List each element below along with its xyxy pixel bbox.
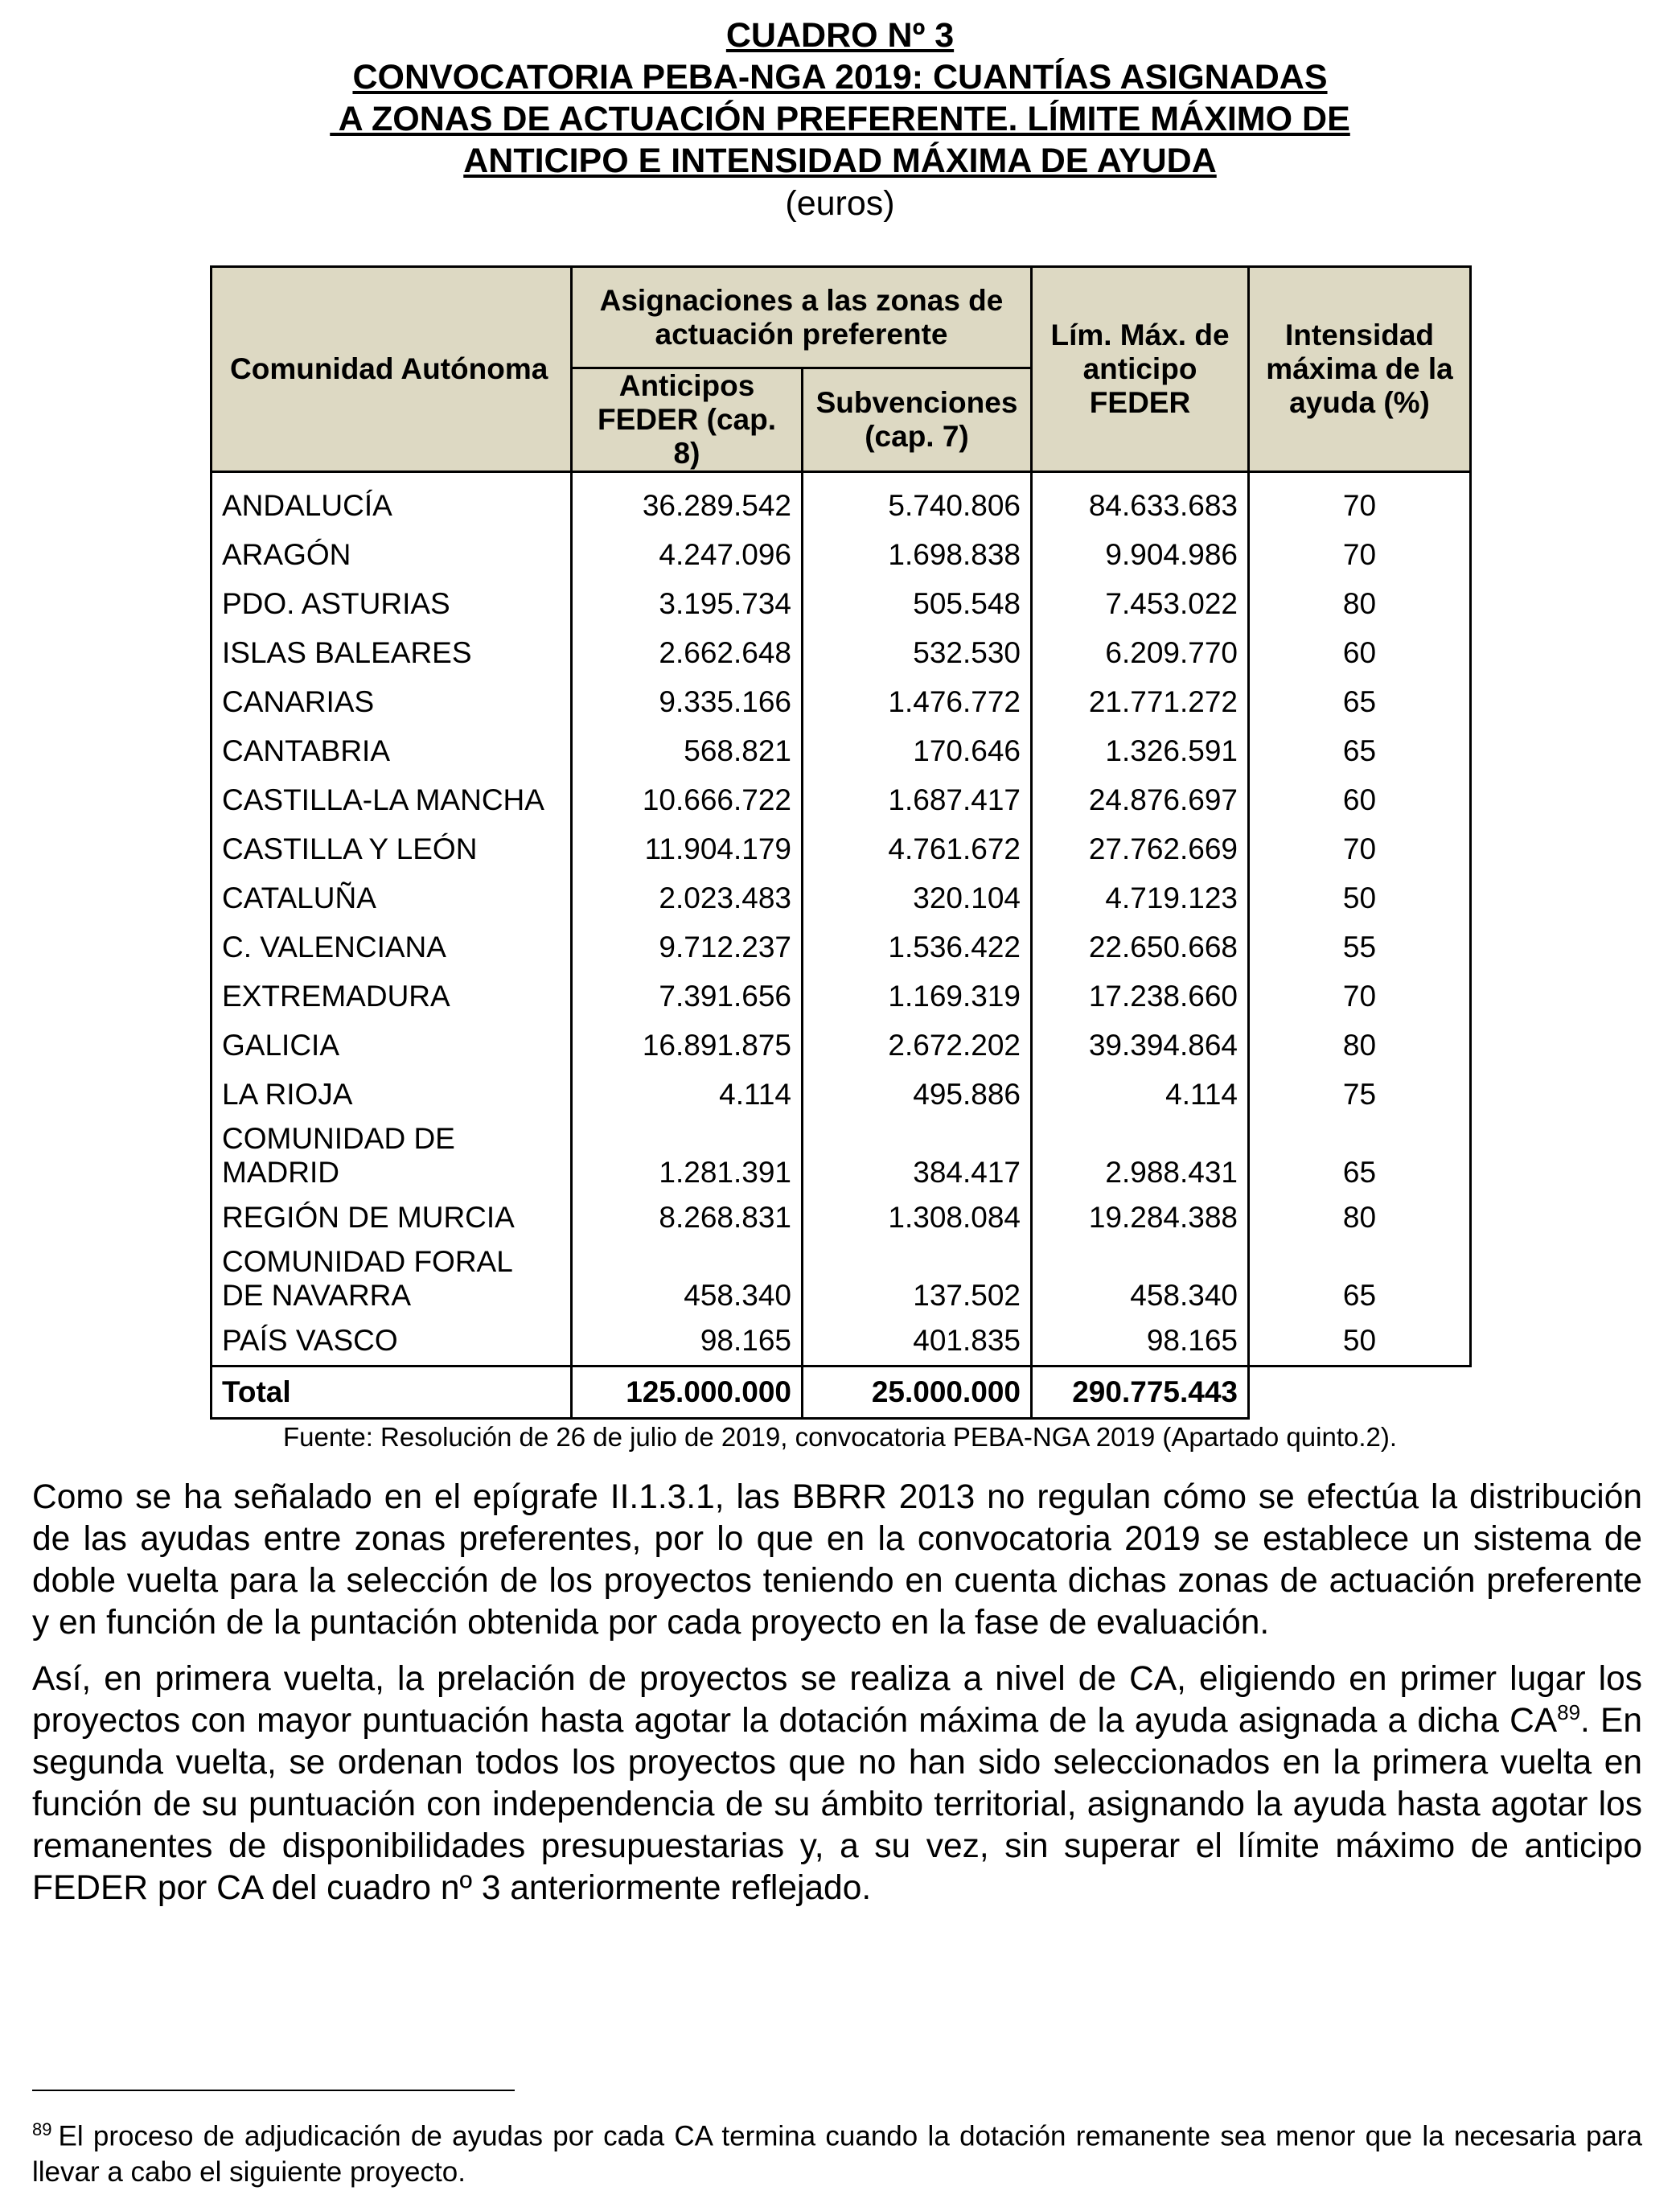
cell-intensidad: 50 (1249, 873, 1471, 923)
table-row (212, 1119, 1471, 1193)
cell-anticipos: 2.662.648 (572, 628, 803, 677)
cell-limite: 458.340 (1032, 1242, 1249, 1316)
cell-subvenciones: 384.417 (803, 1119, 1032, 1193)
title-line-2: CONVOCATORIA PEBA-NGA 2019: CUANTÍAS ASIGNADAS (352, 58, 1328, 97)
cell-ca: CASTILLA Y LEÓN (212, 824, 572, 873)
cell-subvenciones: 1.536.422 (803, 923, 1032, 972)
cell-intensidad: 65 (1249, 677, 1471, 726)
title-line-3: A ZONAS DE ACTUACIÓN PREFERENTE. LÍMITE MÁXIMO DE (330, 100, 1350, 138)
cell-subvenciones: 1.169.319 (803, 972, 1032, 1021)
cell-anticipos: 1.281.391 (572, 1119, 803, 1193)
cell-limite: 27.762.669 (1032, 824, 1249, 873)
table-row (212, 1316, 1471, 1366)
cell-subvenciones: 532.530 (803, 628, 1032, 677)
cell-subvenciones: 4.761.672 (803, 824, 1032, 873)
cell-limite: 24.876.697 (1032, 775, 1249, 824)
cell-limite: 22.650.668 (1032, 923, 1249, 972)
table-row (212, 1021, 1471, 1070)
table-row (212, 873, 1471, 923)
cell-subvenciones: 495.886 (803, 1070, 1032, 1119)
paragraph-2-part-b: . En segunda vuelta, se ordenan todos los proyectos que no han sido seleccionados en la primera vuelta en función de su puntuación con independencia de su ámbito territorial, asignando la ayuda hasta agotar los remanentes de disponibilidades presupuestarias y, a su vez, sin superar el límite máximo de anticipo FEDER por CA del cuadro nº 3 anteriormente reflejado. (32, 1702, 1642, 1907)
units-label: (euros) (785, 184, 895, 223)
footnote (32, 2112, 1642, 2190)
cell-intensidad: 75 (1249, 1070, 1471, 1119)
cell-subvenciones: 137.502 (803, 1242, 1032, 1316)
cell-limite: 84.633.683 (1032, 472, 1249, 531)
total-anticipos: 125.000.000 (572, 1366, 803, 1419)
header-limite: Lím. Máx. de anticipo FEDER (1032, 267, 1249, 472)
cell-anticipos: 3.195.734 (572, 579, 803, 628)
table-row (212, 923, 1471, 972)
cell-limite: 17.238.660 (1032, 972, 1249, 1021)
cell-ca: CANTABRIA (212, 726, 572, 775)
table-row (212, 726, 1471, 775)
table-row (212, 824, 1471, 873)
table-row (212, 1193, 1471, 1242)
footnote-divider (32, 2090, 515, 2091)
cell-anticipos: 36.289.542 (572, 472, 803, 531)
source-note: Fuente: Resolución de 26 de julio de 2019, convocatoria PEBA-NGA 2019 (Apartado quinto.2). (282, 1422, 1398, 1452)
cell-intensidad: 60 (1249, 628, 1471, 677)
header-ca: Comunidad Autónoma (212, 267, 572, 472)
cell-intensidad: 70 (1249, 824, 1471, 873)
title-line-1: CUADRO Nº 3 (725, 16, 955, 55)
cell-subvenciones: 505.548 (803, 579, 1032, 628)
cell-intensidad: 55 (1249, 923, 1471, 972)
cell-intensidad: 70 (1249, 472, 1471, 531)
cell-limite: 39.394.864 (1032, 1021, 1249, 1070)
cell-intensidad: 80 (1249, 1021, 1471, 1070)
table-row (212, 472, 1471, 531)
title-line-4: ANTICIPO E INTENSIDAD MÁXIMA DE AYUDA (463, 142, 1217, 180)
cell-intensidad: 70 (1249, 530, 1471, 579)
cell-limite: 9.904.986 (1032, 530, 1249, 579)
cell-ca: PAÍS VASCO (212, 1316, 572, 1366)
table-row (212, 775, 1471, 824)
cell-subvenciones: 1.476.772 (803, 677, 1032, 726)
cell-anticipos: 9.335.166 (572, 677, 803, 726)
cell-subvenciones: 170.646 (803, 726, 1032, 775)
table-row (212, 530, 1471, 579)
cell-subvenciones: 5.740.806 (803, 472, 1032, 531)
footnote-number: 89 (32, 2119, 52, 2139)
allocation-table (210, 265, 1472, 1420)
cell-ca: EXTREMADURA (212, 972, 572, 1021)
cell-anticipos: 568.821 (572, 726, 803, 775)
cell-anticipos: 4.114 (572, 1070, 803, 1119)
footnote-text: El proceso de adjudicación de ayudas por cada CA termina cuando la dotación remanente sea menor que la necesaria para llevar a cabo el siguiente proyecto. (32, 2120, 1642, 2188)
cell-anticipos: 8.268.831 (572, 1193, 803, 1242)
cell-intensidad: 60 (1249, 775, 1471, 824)
cell-intensidad: 65 (1249, 1242, 1471, 1316)
header-group: Asignaciones a las zonas de actuación preferente (572, 267, 1032, 368)
table-title (0, 14, 1680, 225)
paragraph-2 (32, 1658, 1642, 1909)
total-limite: 290.775.443 (1032, 1366, 1249, 1419)
table-row (212, 579, 1471, 628)
cell-ca: ARAGÓN (212, 530, 572, 579)
cell-limite: 21.771.272 (1032, 677, 1249, 726)
cell-limite: 19.284.388 (1032, 1193, 1249, 1242)
cell-ca: CASTILLA-LA MANCHA (212, 775, 572, 824)
cell-anticipos: 7.391.656 (572, 972, 803, 1021)
cell-ca: CATALUÑA (212, 873, 572, 923)
header-intensidad: Intensidad máxima de la ayuda (%) (1249, 267, 1471, 472)
cell-ca: PDO. ASTURIAS (212, 579, 572, 628)
cell-subvenciones: 320.104 (803, 873, 1032, 923)
total-blank (1249, 1366, 1471, 1419)
cell-limite: 4.719.123 (1032, 873, 1249, 923)
cell-subvenciones: 1.308.084 (803, 1193, 1032, 1242)
cell-ca: GALICIA (212, 1021, 572, 1070)
table-row (212, 1070, 1471, 1119)
cell-intensidad: 80 (1249, 579, 1471, 628)
cell-limite: 2.988.431 (1032, 1119, 1249, 1193)
table-row (212, 972, 1471, 1021)
cell-intensidad: 80 (1249, 1193, 1471, 1242)
total-subvenciones: 25.000.000 (803, 1366, 1032, 1419)
cell-anticipos: 2.023.483 (572, 873, 803, 923)
header-subvenciones: Subvenciones (cap. 7) (803, 368, 1032, 472)
cell-ca: REGIÓN DE MURCIA (212, 1193, 572, 1242)
cell-intensidad: 50 (1249, 1316, 1471, 1366)
cell-subvenciones: 2.672.202 (803, 1021, 1032, 1070)
cell-ca: COMUNIDAD DE MADRID (212, 1119, 572, 1193)
cell-intensidad: 65 (1249, 726, 1471, 775)
cell-subvenciones: 1.687.417 (803, 775, 1032, 824)
cell-ca: CANARIAS (212, 677, 572, 726)
cell-limite: 6.209.770 (1032, 628, 1249, 677)
cell-anticipos: 10.666.722 (572, 775, 803, 824)
cell-subvenciones: 1.698.838 (803, 530, 1032, 579)
footnote-ref[interactable]: 89 (1557, 1699, 1581, 1724)
paragraph-2-part-a: Así, en primera vuelta, la prelación de proyectos se realiza a nivel de CA, eligiendo en primer lugar los proyectos con mayor puntuación hasta agotar la dotación máxima de la ayuda asignada a dicha CA (32, 1660, 1642, 1740)
cell-anticipos: 16.891.875 (572, 1021, 803, 1070)
cell-ca: ANDALUCÍA (212, 472, 572, 531)
cell-intensidad: 70 (1249, 972, 1471, 1021)
cell-ca: C. VALENCIANA (212, 923, 572, 972)
cell-limite: 98.165 (1032, 1316, 1249, 1366)
cell-anticipos: 9.712.237 (572, 923, 803, 972)
cell-ca: LA RIOJA (212, 1070, 572, 1119)
paragraph-1: Como se ha señalado en el epígrafe II.1.3.1, las BBRR 2013 no regulan cómo se efectúa la distribución de las ayudas entre zonas preferentes, por lo que en la convocatoria 2019 se establece un sistema de doble vuelta para la selección de los proyectos teniendo en cuenta dichas zonas de actuación preferente y en función de la puntación obtenida por cada proyecto en la fase de evaluación. (32, 1478, 1642, 1642)
cell-anticipos: 4.247.096 (572, 530, 803, 579)
cell-limite: 4.114 (1032, 1070, 1249, 1119)
header-anticipos: Anticipos FEDER (cap. 8) (572, 368, 803, 472)
cell-intensidad: 65 (1249, 1119, 1471, 1193)
table-row (212, 628, 1471, 677)
cell-anticipos: 11.904.179 (572, 824, 803, 873)
cell-limite: 1.326.591 (1032, 726, 1249, 775)
cell-ca: ISLAS BALEARES (212, 628, 572, 677)
cell-anticipos: 98.165 (572, 1316, 803, 1366)
table-row (212, 1242, 1471, 1316)
cell-ca: COMUNIDAD FORAL DE NAVARRA (212, 1242, 572, 1316)
cell-subvenciones: 401.835 (803, 1316, 1032, 1366)
total-label: Total (212, 1366, 572, 1419)
cell-limite: 7.453.022 (1032, 579, 1249, 628)
total-row (212, 1366, 1471, 1419)
table-row (212, 677, 1471, 726)
cell-anticipos: 458.340 (572, 1242, 803, 1316)
